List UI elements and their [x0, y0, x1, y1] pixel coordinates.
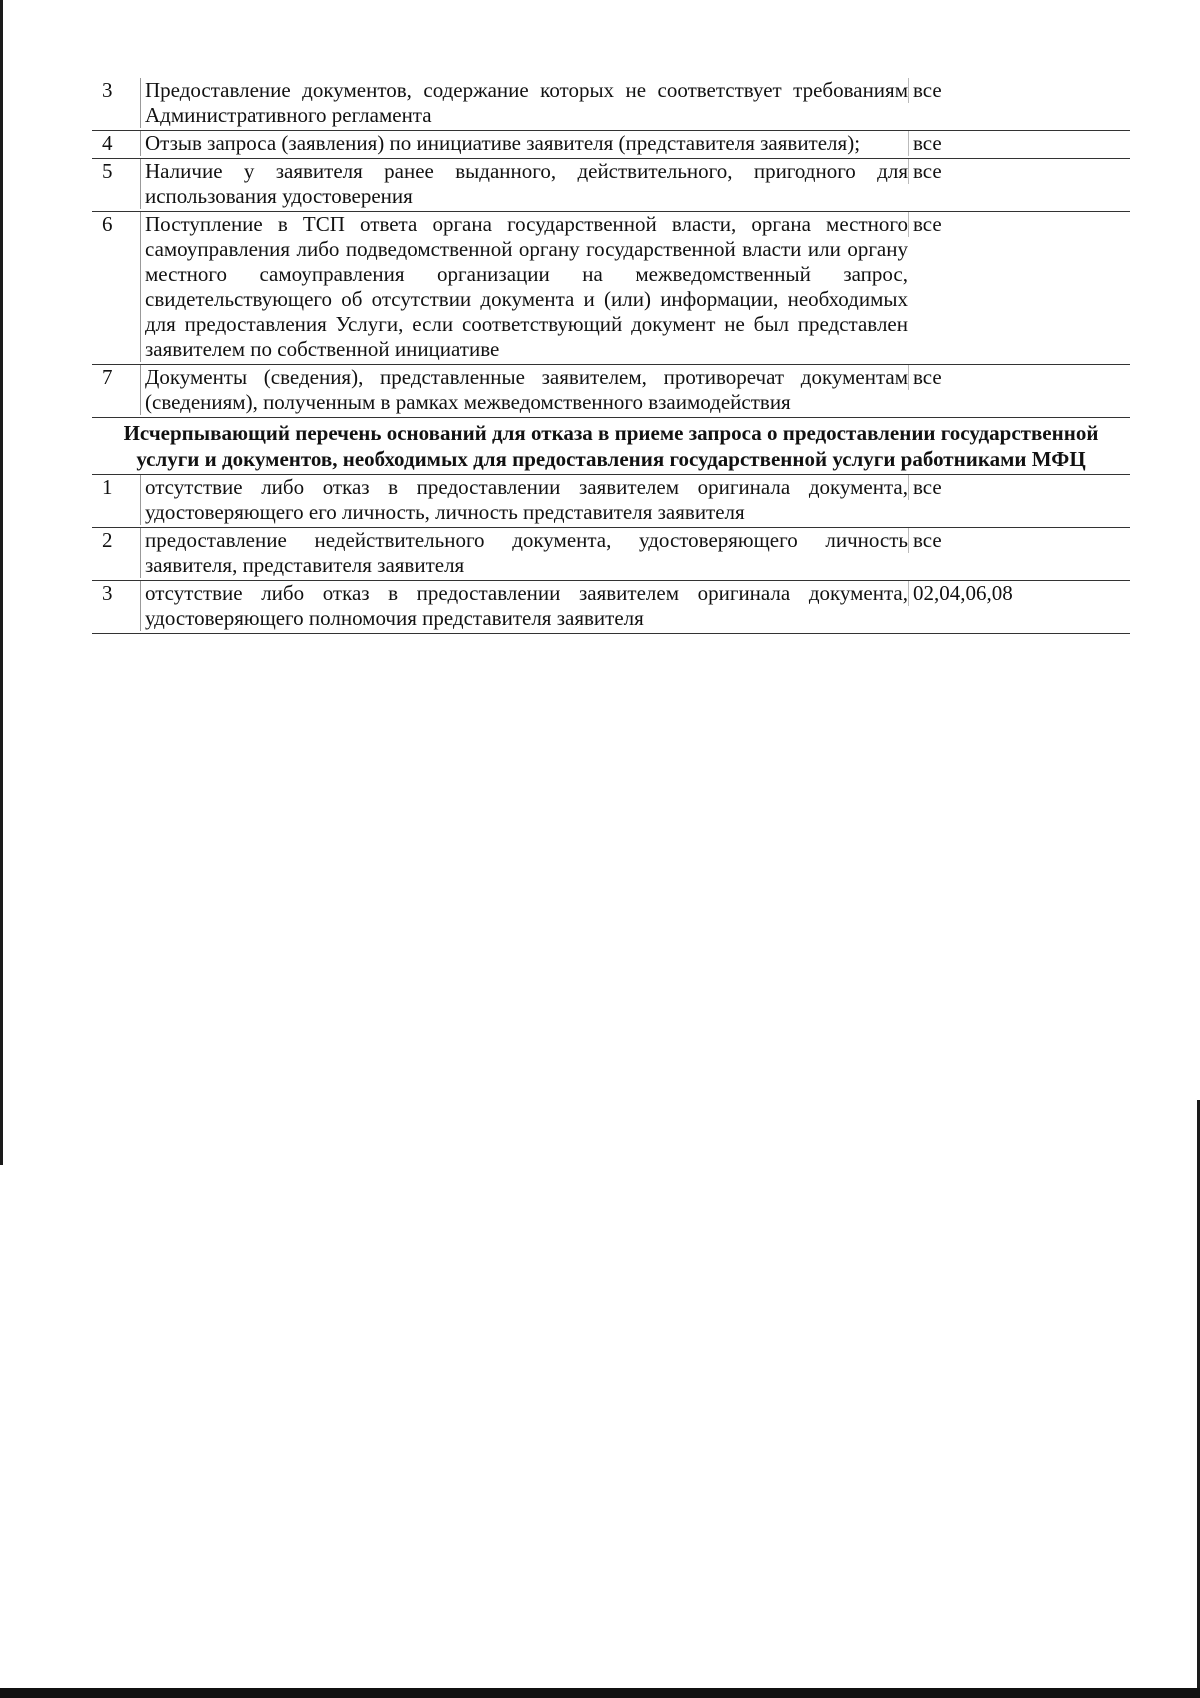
grounds-table [92, 78, 1130, 634]
row-number: 5 [102, 159, 113, 183]
row-number: 2 [102, 528, 113, 552]
row-text: Предоставление документов, содержание которых не соответствует требованиям Административного регламента [140, 78, 908, 128]
scan-edge-left [0, 0, 3, 1165]
row-number: 4 [102, 131, 113, 155]
row-scope: все [908, 212, 1130, 237]
row-text: Документы (сведения), представленные заявителем, противоречат документам (сведениям), полученным в рамках межведомственного взаимодействия [140, 365, 908, 415]
row-number: 7 [102, 365, 113, 389]
section-heading: Исчерпывающий перечень оснований для отказа в приеме запроса о предоставлении государственной услуги и документов, необходимых для предоставления государственной услуги работниками МФЦ [92, 418, 1130, 475]
row-scope: 02,04,06,08 [908, 581, 1130, 606]
table-row [92, 159, 1130, 212]
row-text: отсутствие либо отказ в предоставлении заявителем оригинала документа, удостоверяющего полномочия представителя заявителя [140, 581, 908, 631]
row-scope: все [908, 528, 1130, 553]
table-row [92, 365, 1130, 418]
row-text: предоставление недействительного документа, удостоверяющего личность заявителя, представителя заявителя [140, 528, 908, 578]
row-number: 3 [102, 78, 113, 102]
row-number: 3 [102, 581, 113, 605]
row-text: Наличие у заявителя ранее выданного, действительного, пригодного для использования удостоверения [140, 159, 908, 209]
row-text: Отзыв запроса (заявления) по инициативе заявителя (представителя заявителя); [140, 131, 908, 156]
table-row [92, 528, 1130, 581]
row-number: 6 [102, 212, 113, 236]
row-text: отсутствие либо отказ в предоставлении заявителем оригинала документа, удостоверяющего его личность, личность представителя заявителя [140, 475, 908, 525]
row-scope: все [908, 475, 1130, 500]
row-scope: все [908, 131, 1130, 156]
row-scope: все [908, 365, 1130, 390]
row-text: Поступление в ТСП ответа органа государственной власти, органа местного самоуправления либо подведомственной органу государственной власти или органу местного самоуправления организации на межведомственный запрос, свидетельствующего об отсутствии документа и (или) информации, необходимых для предоставления Услуги, если соответствующий документ не был представлен заявителем по собственной инициативе [140, 212, 908, 362]
row-number: 1 [102, 475, 113, 499]
table-row [92, 78, 1130, 131]
table-row [92, 475, 1130, 528]
scan-edge-bottom [0, 1688, 1200, 1698]
row-scope: все [908, 159, 1130, 184]
table-row [92, 131, 1130, 159]
table-row [92, 581, 1130, 634]
table-row [92, 212, 1130, 365]
row-scope: все [908, 78, 1130, 103]
